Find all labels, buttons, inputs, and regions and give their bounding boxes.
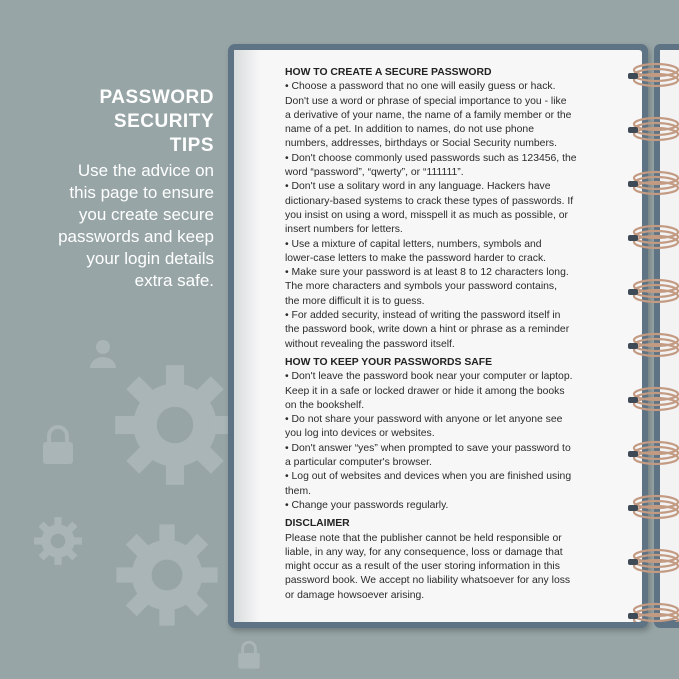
binding-hole (628, 181, 638, 187)
text-line: • Don't choose commonly used passwords such as 123456, the (285, 152, 577, 164)
page-shadow (234, 50, 260, 622)
binding-hole (628, 289, 638, 295)
headline-line: SECURITY (113, 111, 214, 132)
text-line: word “password”, “qwerty”, or “111111”. (285, 167, 464, 179)
intro-line: extra safe. (134, 271, 214, 290)
binding-hole (628, 73, 638, 79)
text-line: Don't use a word or phrase of special importance to you - like (285, 95, 567, 107)
gear-icon (110, 360, 240, 490)
section-title: HOW TO CREATE A SECURE PASSWORD (285, 67, 492, 78)
intro-line: passwords and keep (58, 227, 214, 246)
text-line: • Use a mixture of capital letters, numbers, symbols and (285, 238, 542, 250)
intro-text (4, 160, 214, 292)
text-line: the more difficult it is to guess. (285, 295, 425, 307)
text-line: you log into devices or websites. (285, 428, 435, 440)
text-line: or damage howsoever arising. (285, 589, 425, 601)
text-line: without revealing the password itself. (285, 338, 455, 350)
binding-hole (628, 343, 638, 349)
text-line: • Make sure your password is at least 8 to 12 characters long. (285, 267, 569, 279)
text-line: them. (285, 485, 311, 497)
text-line: might occur as a result of the user storing information in this (285, 561, 560, 573)
binding-hole (628, 559, 638, 565)
headline (14, 86, 214, 158)
text-line: Please note that the publisher cannot be held responsible or (285, 532, 562, 544)
text-line: a particular computer's browser. (285, 457, 432, 469)
text-line: • Change your passwords regularly. (285, 499, 449, 511)
tip-paragraph (285, 152, 600, 181)
text-line: dictionary-based systems to crack these types of passwords. If (285, 195, 574, 207)
text-line: • Don't use a solitary word in any language. Hackers have (285, 181, 551, 193)
text-line: the password book, write down a hint or phrase as a reminder (285, 324, 570, 336)
text-line: lower-case letters to make the password harder to crack. (285, 252, 547, 264)
text-line: • For added security, instead of writing the password itself in (285, 310, 561, 322)
tip-paragraph (285, 309, 600, 352)
intro-line: Use the advice on (77, 161, 214, 180)
binding-hole (628, 613, 638, 619)
text-line: you insist on using a word, misspell it as much as possible, or (285, 209, 568, 221)
intro-line: you create secure (78, 205, 214, 224)
text-line: • Choose a password that no one will easily guess or hack. (285, 81, 556, 93)
disclaimer-paragraph (285, 532, 600, 603)
lock-icon (236, 640, 262, 670)
text-line: on the bookshelf. (285, 399, 365, 411)
binding-hole (628, 397, 638, 403)
tip-paragraph (285, 442, 600, 471)
text-line: numbers, addresses, birthdays or Social Security numbers. (285, 138, 558, 150)
binding-hole (628, 235, 638, 241)
lock-icon (40, 424, 76, 466)
page-content (285, 66, 600, 603)
tip-paragraph (285, 238, 600, 267)
text-line: The more characters and symbols your password contains, (285, 281, 558, 293)
tip-paragraph (285, 266, 600, 309)
intro-line: your login details (86, 249, 214, 268)
tip-paragraph (285, 470, 600, 499)
gear-icon (32, 515, 84, 567)
text-line: • Don't leave the password book near your computer or laptop. (285, 371, 573, 383)
binding-hole (628, 127, 638, 133)
text-line: name of a pet. In addition to names, do not use phone (285, 124, 534, 136)
section-title: HOW TO KEEP YOUR PASSWORDS SAFE (285, 356, 493, 368)
user-icon (88, 338, 118, 368)
spiral-binding (618, 62, 679, 622)
headline-line: PASSWORD (99, 87, 214, 108)
section-title: DISCLAIMER (285, 518, 350, 530)
text-line: Keep it in a safe or locked drawer or hide it among the books (285, 385, 565, 397)
binding-hole (628, 451, 638, 457)
intro-line: this page to ensure (69, 183, 214, 202)
gear-icon (112, 520, 222, 630)
tip-paragraph (285, 80, 600, 151)
text-line: insert numbers for letters. (285, 224, 403, 236)
tip-paragraph (285, 499, 600, 513)
text-line: • Do not share your password with anyone or let anyone see (285, 414, 563, 426)
text-line: a derivative of your name, the name of a family member or the (285, 109, 572, 121)
tip-paragraph (285, 413, 600, 442)
text-line: • Log out of websites and devices when you are finished using (285, 471, 572, 483)
tip-paragraph (285, 370, 600, 413)
tip-paragraph (285, 180, 600, 237)
headline-line: TIPS (169, 135, 214, 156)
text-line: • Don't answer “yes” when prompted to save your password to (285, 442, 571, 454)
text-line: password book. We accept no liability whatsoever for any loss (285, 575, 571, 587)
binding-hole (628, 505, 638, 511)
text-line: liable, in any way, for any consequence, loss or damage that (285, 546, 563, 558)
